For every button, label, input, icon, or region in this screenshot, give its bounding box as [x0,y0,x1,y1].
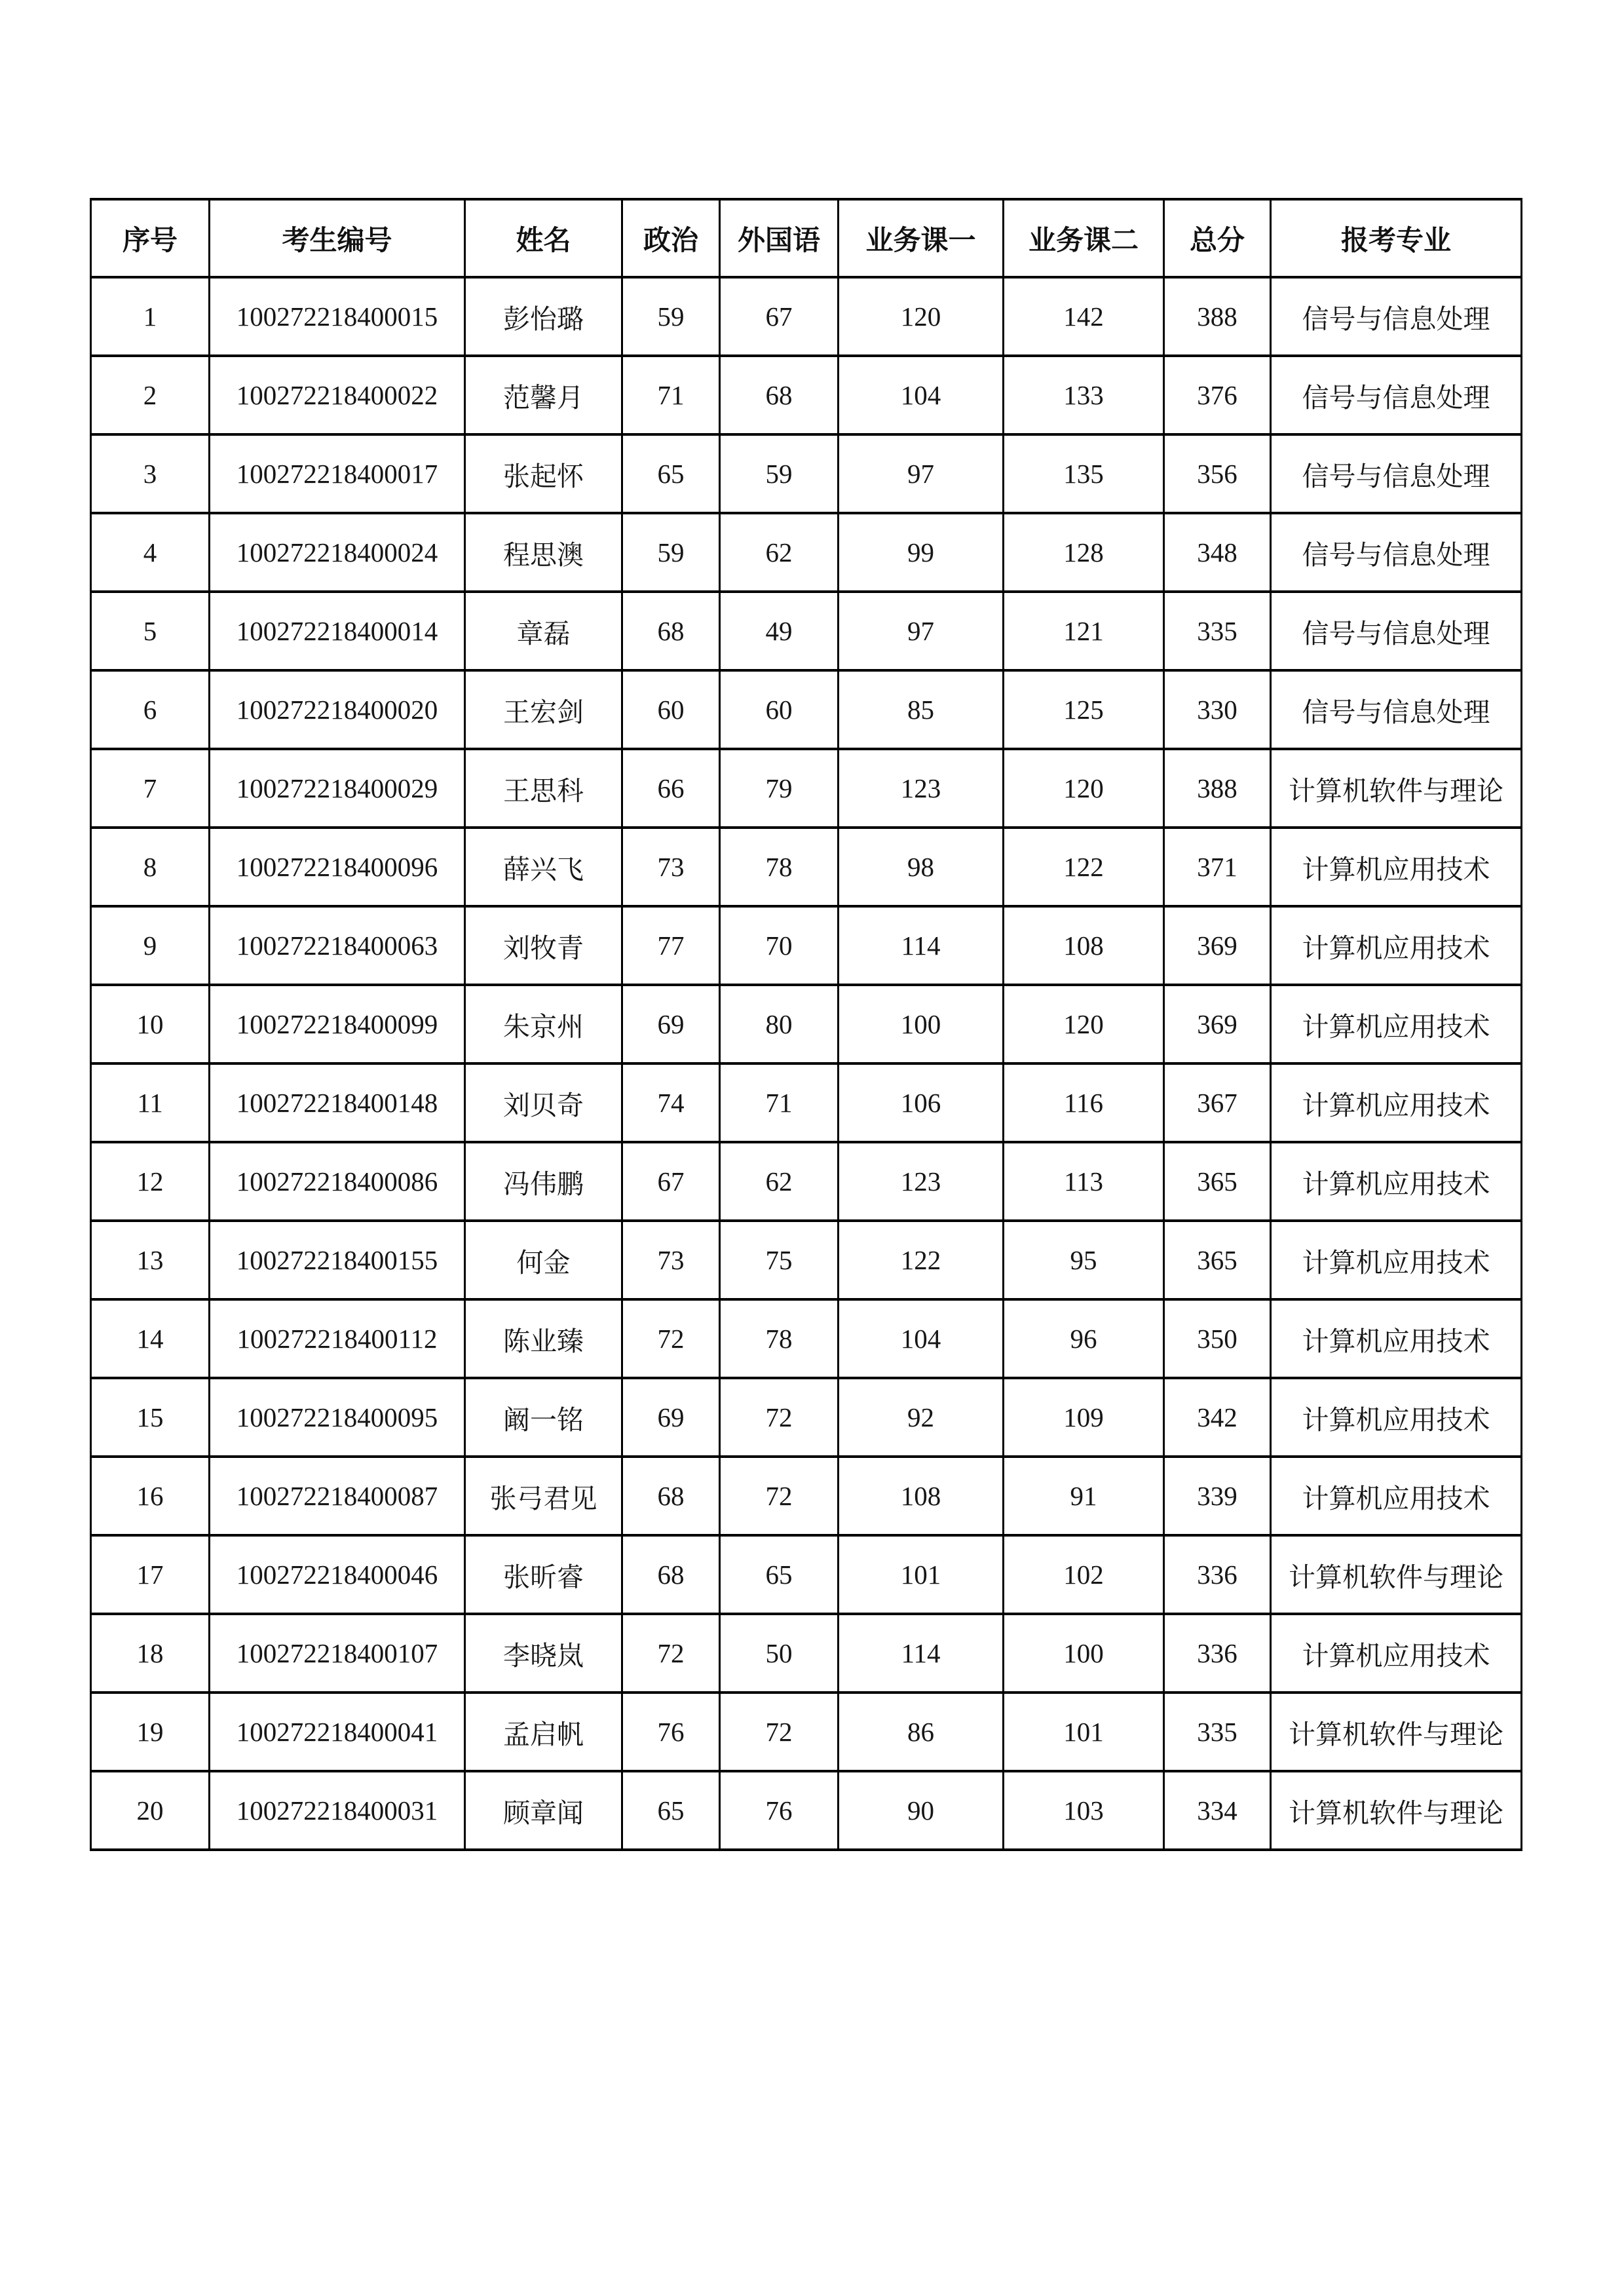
cell-course-one: 108 [839,1457,1004,1535]
header-cell-index: 序号 [91,199,210,277]
cell-total-score: 388 [1164,277,1271,356]
cell-foreign-language: 72 [720,1378,839,1457]
cell-course-one: 92 [839,1378,1004,1457]
cell-course-two: 96 [1004,1299,1164,1378]
table-row [91,1693,1522,1771]
header-cell-candidate-id: 考生编号 [210,199,465,277]
cell-course-two: 135 [1004,434,1164,513]
header-cell-course-two: 业务课二 [1004,199,1164,277]
table-row [91,1299,1522,1378]
cell-total-score: 369 [1164,985,1271,1063]
cell-course-one: 104 [839,1299,1004,1378]
cell-course-one: 114 [839,906,1004,985]
cell-foreign-language: 80 [720,985,839,1063]
cell-index: 5 [91,592,210,670]
cell-applied-major: 计算机应用技术 [1271,1063,1522,1142]
cell-name: 彭怡璐 [465,277,622,356]
cell-candidate-id: 100272218400086 [210,1142,465,1221]
cell-applied-major: 计算机应用技术 [1271,1299,1522,1378]
cell-foreign-language: 65 [720,1535,839,1614]
cell-foreign-language: 68 [720,356,839,434]
cell-course-two: 120 [1004,749,1164,828]
header-cell-politics: 政治 [622,199,720,277]
header-cell-foreign-language: 外国语 [720,199,839,277]
table-row [91,1771,1522,1850]
cell-foreign-language: 62 [720,1142,839,1221]
table-row [91,670,1522,749]
cell-name: 张弓君见 [465,1457,622,1535]
cell-name: 王思科 [465,749,622,828]
cell-foreign-language: 50 [720,1614,839,1693]
cell-politics: 65 [622,434,720,513]
table-row [91,277,1522,356]
cell-course-two: 122 [1004,828,1164,906]
cell-course-two: 100 [1004,1614,1164,1693]
cell-applied-major: 计算机应用技术 [1271,906,1522,985]
cell-index: 17 [91,1535,210,1614]
cell-course-one: 97 [839,434,1004,513]
cell-candidate-id: 100272218400046 [210,1535,465,1614]
cell-foreign-language: 76 [720,1771,839,1850]
table-body [91,277,1522,1850]
table-row [91,1063,1522,1142]
cell-foreign-language: 49 [720,592,839,670]
cell-foreign-language: 75 [720,1221,839,1299]
table-row [91,828,1522,906]
cell-candidate-id: 100272218400020 [210,670,465,749]
cell-foreign-language: 72 [720,1457,839,1535]
cell-course-two: 125 [1004,670,1164,749]
cell-total-score: 376 [1164,356,1271,434]
table-row [91,592,1522,670]
cell-name: 冯伟鹏 [465,1142,622,1221]
cell-index: 1 [91,277,210,356]
cell-index: 3 [91,434,210,513]
cell-index: 9 [91,906,210,985]
cell-course-two: 101 [1004,1693,1164,1771]
cell-total-score: 371 [1164,828,1271,906]
table-row [91,1378,1522,1457]
cell-foreign-language: 59 [720,434,839,513]
cell-politics: 76 [622,1693,720,1771]
cell-foreign-language: 71 [720,1063,839,1142]
cell-candidate-id: 100272218400112 [210,1299,465,1378]
cell-candidate-id: 100272218400095 [210,1378,465,1457]
cell-course-one: 120 [839,277,1004,356]
cell-course-one: 106 [839,1063,1004,1142]
cell-applied-major: 计算机应用技术 [1271,828,1522,906]
cell-candidate-id: 100272218400017 [210,434,465,513]
cell-index: 15 [91,1378,210,1457]
cell-candidate-id: 100272218400031 [210,1771,465,1850]
cell-politics: 59 [622,277,720,356]
cell-candidate-id: 100272218400099 [210,985,465,1063]
table-row [91,906,1522,985]
cell-name: 范馨月 [465,356,622,434]
cell-politics: 73 [622,828,720,906]
cell-index: 18 [91,1614,210,1693]
cell-foreign-language: 79 [720,749,839,828]
cell-politics: 67 [622,1142,720,1221]
cell-name: 程思澳 [465,513,622,592]
cell-applied-major: 计算机应用技术 [1271,1457,1522,1535]
cell-course-two: 103 [1004,1771,1164,1850]
cell-foreign-language: 67 [720,277,839,356]
cell-foreign-language: 70 [720,906,839,985]
header-cell-total-score: 总分 [1164,199,1271,277]
cell-total-score: 330 [1164,670,1271,749]
exam-score-table [90,198,1522,1851]
cell-applied-major: 计算机软件与理论 [1271,1535,1522,1614]
cell-index: 7 [91,749,210,828]
cell-candidate-id: 100272218400024 [210,513,465,592]
cell-politics: 73 [622,1221,720,1299]
cell-course-one: 104 [839,356,1004,434]
cell-politics: 72 [622,1299,720,1378]
cell-course-one: 90 [839,1771,1004,1850]
cell-applied-major: 计算机软件与理论 [1271,1693,1522,1771]
table-row [91,985,1522,1063]
cell-course-one: 97 [839,592,1004,670]
cell-course-two: 116 [1004,1063,1164,1142]
cell-candidate-id: 100272218400087 [210,1457,465,1535]
cell-total-score: 342 [1164,1378,1271,1457]
cell-name: 刘贝奇 [465,1063,622,1142]
cell-name: 章磊 [465,592,622,670]
cell-course-one: 114 [839,1614,1004,1693]
cell-course-two: 108 [1004,906,1164,985]
cell-total-score: 365 [1164,1142,1271,1221]
cell-course-one: 123 [839,749,1004,828]
cell-name: 孟启帆 [465,1693,622,1771]
cell-name: 阚一铭 [465,1378,622,1457]
cell-index: 16 [91,1457,210,1535]
cell-candidate-id: 100272218400148 [210,1063,465,1142]
cell-course-two: 128 [1004,513,1164,592]
cell-total-score: 336 [1164,1535,1271,1614]
cell-index: 10 [91,985,210,1063]
cell-politics: 74 [622,1063,720,1142]
cell-foreign-language: 72 [720,1693,839,1771]
table-row [91,356,1522,434]
cell-politics: 60 [622,670,720,749]
cell-index: 4 [91,513,210,592]
cell-course-one: 101 [839,1535,1004,1614]
cell-course-two: 121 [1004,592,1164,670]
cell-course-two: 109 [1004,1378,1164,1457]
cell-applied-major: 信号与信息处理 [1271,513,1522,592]
header-cell-name: 姓名 [465,199,622,277]
cell-index: 20 [91,1771,210,1850]
cell-politics: 65 [622,1771,720,1850]
cell-course-two: 142 [1004,277,1164,356]
cell-index: 6 [91,670,210,749]
cell-total-score: 334 [1164,1771,1271,1850]
cell-candidate-id: 100272218400041 [210,1693,465,1771]
cell-applied-major: 计算机应用技术 [1271,1614,1522,1693]
header-cell-course-one: 业务课一 [839,199,1004,277]
cell-course-one: 123 [839,1142,1004,1221]
cell-total-score: 350 [1164,1299,1271,1378]
cell-total-score: 388 [1164,749,1271,828]
cell-applied-major: 信号与信息处理 [1271,356,1522,434]
cell-index: 14 [91,1299,210,1378]
cell-name: 王宏剑 [465,670,622,749]
cell-applied-major: 信号与信息处理 [1271,592,1522,670]
cell-applied-major: 计算机应用技术 [1271,1378,1522,1457]
cell-index: 19 [91,1693,210,1771]
cell-total-score: 367 [1164,1063,1271,1142]
cell-candidate-id: 100272218400029 [210,749,465,828]
cell-politics: 71 [622,356,720,434]
cell-candidate-id: 100272218400063 [210,906,465,985]
cell-foreign-language: 78 [720,828,839,906]
cell-total-score: 356 [1164,434,1271,513]
table-row [91,1535,1522,1614]
cell-politics: 69 [622,985,720,1063]
cell-politics: 59 [622,513,720,592]
cell-name: 李晓岚 [465,1614,622,1693]
cell-applied-major: 信号与信息处理 [1271,277,1522,356]
cell-name: 何金 [465,1221,622,1299]
cell-candidate-id: 100272218400155 [210,1221,465,1299]
cell-applied-major: 计算机应用技术 [1271,985,1522,1063]
cell-foreign-language: 62 [720,513,839,592]
cell-applied-major: 计算机应用技术 [1271,1221,1522,1299]
cell-applied-major: 计算机软件与理论 [1271,749,1522,828]
cell-politics: 68 [622,1535,720,1614]
cell-course-two: 133 [1004,356,1164,434]
cell-index: 13 [91,1221,210,1299]
cell-name: 张起怀 [465,434,622,513]
cell-total-score: 336 [1164,1614,1271,1693]
cell-course-two: 120 [1004,985,1164,1063]
cell-index: 8 [91,828,210,906]
cell-course-one: 99 [839,513,1004,592]
table-row [91,1457,1522,1535]
cell-applied-major: 信号与信息处理 [1271,670,1522,749]
cell-total-score: 339 [1164,1457,1271,1535]
cell-course-one: 100 [839,985,1004,1063]
table-row [91,1221,1522,1299]
cell-course-two: 102 [1004,1535,1164,1614]
cell-politics: 69 [622,1378,720,1457]
cell-applied-major: 信号与信息处理 [1271,434,1522,513]
cell-course-one: 86 [839,1693,1004,1771]
cell-total-score: 348 [1164,513,1271,592]
cell-name: 薛兴飞 [465,828,622,906]
cell-candidate-id: 100272218400014 [210,592,465,670]
cell-name: 顾章闻 [465,1771,622,1850]
cell-name: 张昕睿 [465,1535,622,1614]
cell-politics: 68 [622,592,720,670]
cell-name: 朱京州 [465,985,622,1063]
cell-course-two: 95 [1004,1221,1164,1299]
cell-politics: 72 [622,1614,720,1693]
cell-index: 12 [91,1142,210,1221]
cell-name: 刘牧青 [465,906,622,985]
cell-name: 陈业臻 [465,1299,622,1378]
cell-politics: 68 [622,1457,720,1535]
cell-course-two: 91 [1004,1457,1164,1535]
cell-candidate-id: 100272218400096 [210,828,465,906]
table-row [91,434,1522,513]
table-row [91,1614,1522,1693]
table-row [91,749,1522,828]
cell-course-one: 85 [839,670,1004,749]
table-row [91,513,1522,592]
cell-course-two: 113 [1004,1142,1164,1221]
cell-applied-major: 计算机应用技术 [1271,1142,1522,1221]
cell-foreign-language: 60 [720,670,839,749]
cell-applied-major: 计算机软件与理论 [1271,1771,1522,1850]
cell-total-score: 369 [1164,906,1271,985]
cell-total-score: 335 [1164,592,1271,670]
cell-course-one: 98 [839,828,1004,906]
cell-politics: 66 [622,749,720,828]
cell-index: 11 [91,1063,210,1142]
cell-candidate-id: 100272218400015 [210,277,465,356]
cell-total-score: 335 [1164,1693,1271,1771]
cell-candidate-id: 100272218400022 [210,356,465,434]
cell-politics: 77 [622,906,720,985]
cell-candidate-id: 100272218400107 [210,1614,465,1693]
cell-total-score: 365 [1164,1221,1271,1299]
cell-index: 2 [91,356,210,434]
header-cell-applied-major: 报考专业 [1271,199,1522,277]
table-header-row [91,199,1522,277]
cell-course-one: 122 [839,1221,1004,1299]
table-row [91,1142,1522,1221]
cell-foreign-language: 78 [720,1299,839,1378]
